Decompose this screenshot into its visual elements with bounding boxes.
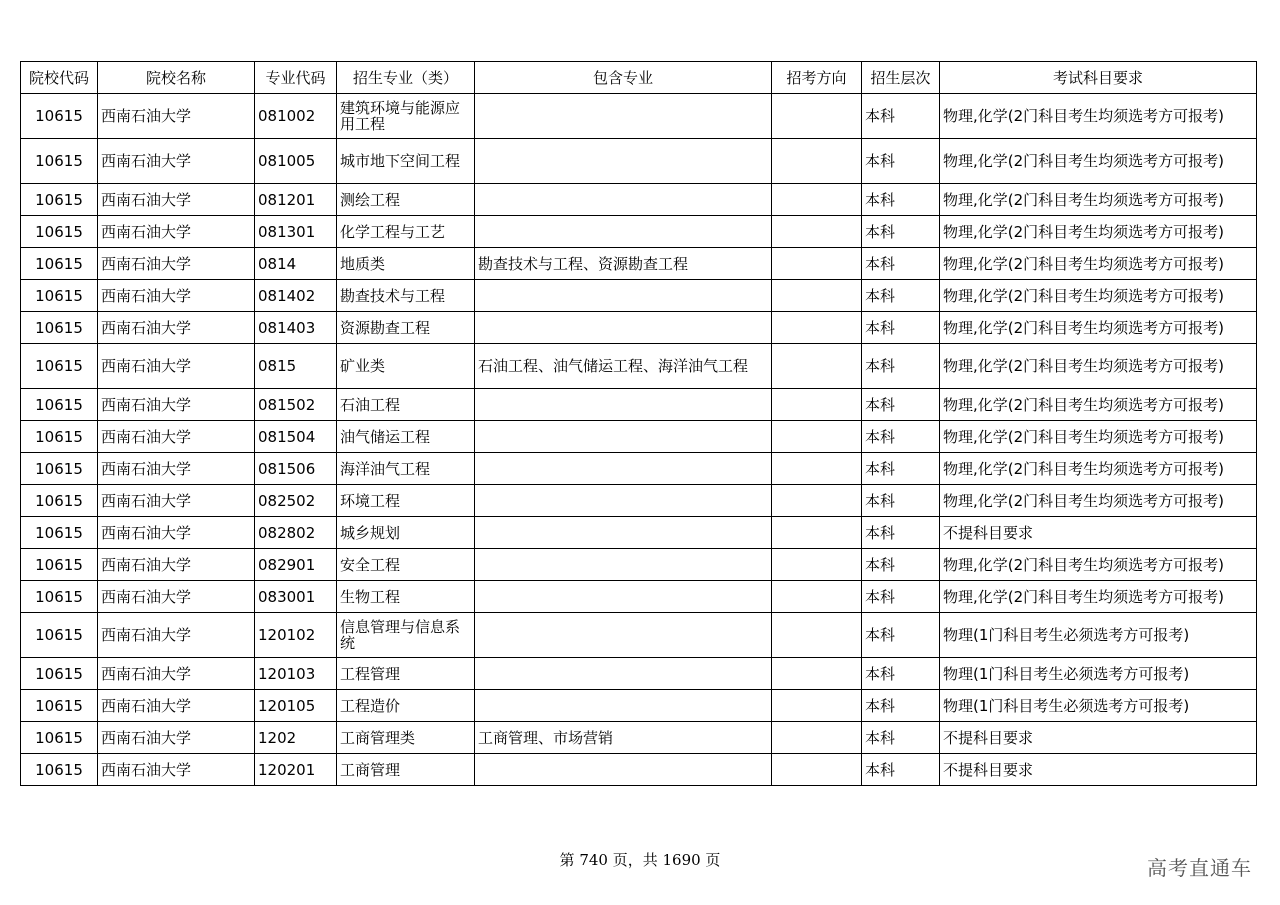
school-name-cell: 西南石油大学 xyxy=(98,94,255,139)
header-school-name: 院校名称 xyxy=(98,62,255,94)
direction-cell xyxy=(772,139,862,184)
subject-requirement-cell: 物理,化学(2门科目考生均须选考方可报考) xyxy=(940,184,1257,216)
table-row xyxy=(21,94,1257,139)
table-row xyxy=(21,613,1257,658)
major-code-cell: 083001 xyxy=(255,581,337,613)
header-level: 招生层次 xyxy=(862,62,940,94)
major-cell: 工程管理 xyxy=(337,658,475,690)
subject-requirement-cell: 物理,化学(2门科目考生均须选考方可报考) xyxy=(940,312,1257,344)
header-subject-requirement: 考试科目要求 xyxy=(940,62,1257,94)
school-code-cell: 10615 xyxy=(21,754,98,786)
level-cell: 本科 xyxy=(862,312,940,344)
major-code-cell: 081506 xyxy=(255,453,337,485)
table-row xyxy=(21,280,1257,312)
subject-requirement-cell: 物理,化学(2门科目考生均须选考方可报考) xyxy=(940,94,1257,139)
major-code-cell: 120103 xyxy=(255,658,337,690)
direction-cell xyxy=(772,216,862,248)
direction-cell xyxy=(772,549,862,581)
level-cell: 本科 xyxy=(862,581,940,613)
school-name-cell: 西南石油大学 xyxy=(98,248,255,280)
included-majors-cell xyxy=(475,658,772,690)
header-major: 招生专业（类） xyxy=(337,62,475,94)
major-cell: 资源勘查工程 xyxy=(337,312,475,344)
school-name-cell: 西南石油大学 xyxy=(98,312,255,344)
table-row xyxy=(21,421,1257,453)
subject-requirement-cell: 物理(1门科目考生必须选考方可报考) xyxy=(940,690,1257,722)
included-majors-cell xyxy=(475,549,772,581)
table-row xyxy=(21,517,1257,549)
included-majors-cell: 石油工程、油气储运工程、海洋油气工程 xyxy=(475,344,772,389)
direction-cell xyxy=(772,248,862,280)
major-cell: 生物工程 xyxy=(337,581,475,613)
level-cell: 本科 xyxy=(862,690,940,722)
included-majors-cell xyxy=(475,389,772,421)
level-cell: 本科 xyxy=(862,485,940,517)
major-code-cell: 1202 xyxy=(255,722,337,754)
included-majors-cell xyxy=(475,216,772,248)
school-name-cell: 西南石油大学 xyxy=(98,453,255,485)
school-code-cell: 10615 xyxy=(21,421,98,453)
direction-cell xyxy=(772,421,862,453)
school-name-cell: 西南石油大学 xyxy=(98,421,255,453)
direction-cell xyxy=(772,389,862,421)
included-majors-cell xyxy=(475,280,772,312)
subject-requirement-cell: 不提科目要求 xyxy=(940,517,1257,549)
major-cell: 工商管理 xyxy=(337,754,475,786)
school-code-cell: 10615 xyxy=(21,549,98,581)
school-code-cell: 10615 xyxy=(21,248,98,280)
school-name-cell: 西南石油大学 xyxy=(98,184,255,216)
school-code-cell: 10615 xyxy=(21,485,98,517)
major-code-cell: 0815 xyxy=(255,344,337,389)
level-cell: 本科 xyxy=(862,421,940,453)
direction-cell xyxy=(772,517,862,549)
direction-cell xyxy=(772,312,862,344)
school-code-cell: 10615 xyxy=(21,312,98,344)
major-code-cell: 0814 xyxy=(255,248,337,280)
table-row xyxy=(21,139,1257,184)
direction-cell xyxy=(772,344,862,389)
major-code-cell: 081402 xyxy=(255,280,337,312)
school-name-cell: 西南石油大学 xyxy=(98,344,255,389)
school-code-cell: 10615 xyxy=(21,581,98,613)
major-code-cell: 081403 xyxy=(255,312,337,344)
included-majors-cell xyxy=(475,453,772,485)
level-cell: 本科 xyxy=(862,280,940,312)
major-cell: 测绘工程 xyxy=(337,184,475,216)
subject-requirement-cell: 物理,化学(2门科目考生均须选考方可报考) xyxy=(940,453,1257,485)
major-cell: 勘查技术与工程 xyxy=(337,280,475,312)
table-row xyxy=(21,722,1257,754)
level-cell: 本科 xyxy=(862,94,940,139)
table-row xyxy=(21,216,1257,248)
level-cell: 本科 xyxy=(862,754,940,786)
level-cell: 本科 xyxy=(862,613,940,658)
school-code-cell: 10615 xyxy=(21,517,98,549)
direction-cell xyxy=(772,581,862,613)
major-cell: 城市地下空间工程 xyxy=(337,139,475,184)
school-code-cell: 10615 xyxy=(21,658,98,690)
subject-requirement-cell: 物理,化学(2门科目考生均须选考方可报考) xyxy=(940,421,1257,453)
level-cell: 本科 xyxy=(862,139,940,184)
table-row xyxy=(21,389,1257,421)
school-code-cell: 10615 xyxy=(21,453,98,485)
major-cell: 油气储运工程 xyxy=(337,421,475,453)
included-majors-cell xyxy=(475,581,772,613)
level-cell: 本科 xyxy=(862,216,940,248)
table-header-row xyxy=(21,62,1257,94)
level-cell: 本科 xyxy=(862,722,940,754)
subject-requirement-cell: 物理,化学(2门科目考生均须选考方可报考) xyxy=(940,280,1257,312)
major-code-cell: 082502 xyxy=(255,485,337,517)
subject-requirement-cell: 物理(1门科目考生必须选考方可报考) xyxy=(940,658,1257,690)
included-majors-cell xyxy=(475,312,772,344)
school-name-cell: 西南石油大学 xyxy=(98,517,255,549)
subject-requirement-cell: 物理,化学(2门科目考生均须选考方可报考) xyxy=(940,344,1257,389)
school-name-cell: 西南石油大学 xyxy=(98,280,255,312)
subject-requirement-cell: 物理,化学(2门科目考生均须选考方可报考) xyxy=(940,581,1257,613)
table-row xyxy=(21,485,1257,517)
school-code-cell: 10615 xyxy=(21,280,98,312)
subject-requirement-cell: 物理,化学(2门科目考生均须选考方可报考) xyxy=(940,389,1257,421)
school-code-cell: 10615 xyxy=(21,184,98,216)
major-code-cell: 120105 xyxy=(255,690,337,722)
major-cell: 石油工程 xyxy=(337,389,475,421)
subject-requirement-cell: 不提科目要求 xyxy=(940,754,1257,786)
table-row xyxy=(21,690,1257,722)
major-code-cell: 120201 xyxy=(255,754,337,786)
school-name-cell: 西南石油大学 xyxy=(98,722,255,754)
major-code-cell: 082901 xyxy=(255,549,337,581)
major-cell: 建筑环境与能源应用工程 xyxy=(337,94,475,139)
direction-cell xyxy=(772,280,862,312)
included-majors-cell xyxy=(475,690,772,722)
watermark: 高考直通车 xyxy=(1147,856,1252,880)
school-code-cell: 10615 xyxy=(21,139,98,184)
included-majors-cell xyxy=(475,184,772,216)
school-name-cell: 西南石油大学 xyxy=(98,754,255,786)
table-row xyxy=(21,453,1257,485)
included-majors-cell xyxy=(475,517,772,549)
major-code-cell: 081005 xyxy=(255,139,337,184)
table-row xyxy=(21,344,1257,389)
table-row xyxy=(21,754,1257,786)
header-school-code: 院校代码 xyxy=(21,62,98,94)
direction-cell xyxy=(772,94,862,139)
major-cell: 信息管理与信息系统 xyxy=(337,613,475,658)
level-cell: 本科 xyxy=(862,453,940,485)
included-majors-cell: 工商管理、市场营销 xyxy=(475,722,772,754)
subject-requirement-cell: 物理,化学(2门科目考生均须选考方可报考) xyxy=(940,549,1257,581)
included-majors-cell xyxy=(475,139,772,184)
table-row xyxy=(21,312,1257,344)
major-cell: 地质类 xyxy=(337,248,475,280)
school-code-cell: 10615 xyxy=(21,389,98,421)
subject-requirement-cell: 物理(1门科目考生必须选考方可报考) xyxy=(940,613,1257,658)
table-row xyxy=(21,184,1257,216)
admission-table xyxy=(20,61,1257,786)
major-code-cell: 120102 xyxy=(255,613,337,658)
included-majors-cell xyxy=(475,421,772,453)
school-name-cell: 西南石油大学 xyxy=(98,581,255,613)
table-row xyxy=(21,658,1257,690)
major-code-cell: 081504 xyxy=(255,421,337,453)
school-name-cell: 西南石油大学 xyxy=(98,389,255,421)
header-direction: 招考方向 xyxy=(772,62,862,94)
school-code-cell: 10615 xyxy=(21,344,98,389)
major-code-cell: 081002 xyxy=(255,94,337,139)
subject-requirement-cell: 不提科目要求 xyxy=(940,722,1257,754)
major-code-cell: 081201 xyxy=(255,184,337,216)
level-cell: 本科 xyxy=(862,517,940,549)
direction-cell xyxy=(772,184,862,216)
page-number-footer: 第 740 页，共 1690 页 xyxy=(559,851,721,869)
direction-cell xyxy=(772,613,862,658)
major-cell: 海洋油气工程 xyxy=(337,453,475,485)
school-code-cell: 10615 xyxy=(21,722,98,754)
major-cell: 工程造价 xyxy=(337,690,475,722)
school-code-cell: 10615 xyxy=(21,216,98,248)
direction-cell xyxy=(772,754,862,786)
direction-cell xyxy=(772,485,862,517)
direction-cell xyxy=(772,722,862,754)
level-cell: 本科 xyxy=(862,184,940,216)
included-majors-cell: 勘查技术与工程、资源勘查工程 xyxy=(475,248,772,280)
school-name-cell: 西南石油大学 xyxy=(98,658,255,690)
level-cell: 本科 xyxy=(862,549,940,581)
school-name-cell: 西南石油大学 xyxy=(98,613,255,658)
major-cell: 安全工程 xyxy=(337,549,475,581)
level-cell: 本科 xyxy=(862,389,940,421)
school-name-cell: 西南石油大学 xyxy=(98,216,255,248)
direction-cell xyxy=(772,690,862,722)
included-majors-cell xyxy=(475,485,772,517)
header-major-code: 专业代码 xyxy=(255,62,337,94)
subject-requirement-cell: 物理,化学(2门科目考生均须选考方可报考) xyxy=(940,216,1257,248)
major-code-cell: 081301 xyxy=(255,216,337,248)
major-code-cell: 081502 xyxy=(255,389,337,421)
direction-cell xyxy=(772,453,862,485)
major-cell: 化学工程与工艺 xyxy=(337,216,475,248)
school-code-cell: 10615 xyxy=(21,613,98,658)
school-name-cell: 西南石油大学 xyxy=(98,549,255,581)
level-cell: 本科 xyxy=(862,248,940,280)
subject-requirement-cell: 物理,化学(2门科目考生均须选考方可报考) xyxy=(940,139,1257,184)
level-cell: 本科 xyxy=(862,344,940,389)
direction-cell xyxy=(772,658,862,690)
major-cell: 矿业类 xyxy=(337,344,475,389)
table-row xyxy=(21,549,1257,581)
school-name-cell: 西南石油大学 xyxy=(98,690,255,722)
included-majors-cell xyxy=(475,613,772,658)
subject-requirement-cell: 物理,化学(2门科目考生均须选考方可报考) xyxy=(940,248,1257,280)
school-name-cell: 西南石油大学 xyxy=(98,485,255,517)
subject-requirement-cell: 物理,化学(2门科目考生均须选考方可报考) xyxy=(940,485,1257,517)
included-majors-cell xyxy=(475,94,772,139)
school-code-cell: 10615 xyxy=(21,94,98,139)
major-code-cell: 082802 xyxy=(255,517,337,549)
table-row xyxy=(21,581,1257,613)
major-cell: 环境工程 xyxy=(337,485,475,517)
major-cell: 工商管理类 xyxy=(337,722,475,754)
school-name-cell: 西南石油大学 xyxy=(98,139,255,184)
major-cell: 城乡规划 xyxy=(337,517,475,549)
level-cell: 本科 xyxy=(862,658,940,690)
included-majors-cell xyxy=(475,754,772,786)
school-code-cell: 10615 xyxy=(21,690,98,722)
table-row xyxy=(21,248,1257,280)
header-included-majors: 包含专业 xyxy=(475,62,772,94)
